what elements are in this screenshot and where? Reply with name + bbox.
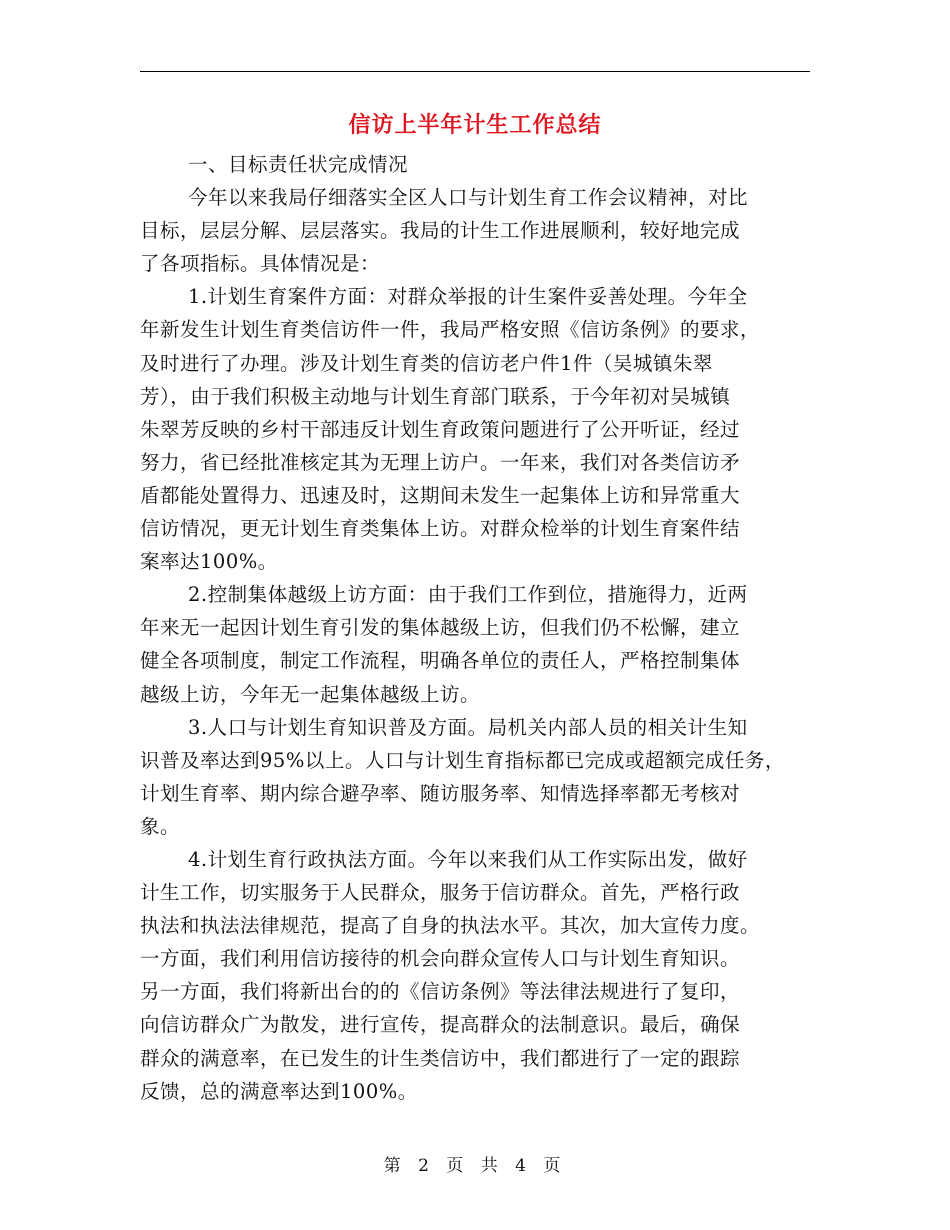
text-line: 群众的满意率，在已发生的计生类信访中，我们都进行了一定的跟踪 [140,1046,741,1070]
text-line: 今年以来我局仔细落实全区人口与计划生育工作会议精神，对比 [188,186,749,210]
text-line: 计生工作，切实服务于人民群众，服务于信访群众。首先，严格行政 [140,881,741,905]
text-line: 芳），由于我们积极主动地与计划生育部门联系，于今年初对吴城镇 [140,384,731,408]
text-line: 2.控制集体越级上访方面：由于我们工作到位，措施得力，近两 [188,583,748,607]
text-line: 一、目标责任状完成情况 [188,153,409,176]
text-line: 盾都能处置得力、迅速及时，这期间未发生一起集体上访和异常重大 [140,483,741,507]
header-rule [140,71,810,72]
text-line: 反馈，总的满意率达到100%。 [140,1079,418,1103]
text-line: 一方面，我们利用信访接待的机会向群众宣传人口与计划生育知识。 [140,947,741,971]
text-line: 案率达100%。 [140,550,278,574]
text-line: 目标，层层分解、层层落实。我局的计生工作进展顺利，较好地完成 [140,219,741,243]
text-line: 1.计划生育案件方面：对群众举报的计生案件妥善处理。今年全 [188,285,748,309]
text-line: 信访情况，更无计划生育类集体上访。对群众检举的计划生育案件结 [140,517,741,541]
text-line: 4.计划生育行政执法方面。今年以来我们从工作实际出发，做好 [188,847,748,871]
text-line: 年新发生计划生育类信访件一件，我局严格安照《信访条例》的要求， [140,318,761,342]
text-line: 象。 [140,814,181,838]
document-body [140,148,820,1108]
page-footer: 第 2 页 共 4 页 [383,1156,567,1176]
text-line: 识普及率达到95%以上。人口与计划生育指标都已完成或超额完成任务， [140,748,785,772]
text-line: 执法和执法法律规范，提高了自身的执法水平。其次，加大宣传力度。 [140,914,761,938]
text-line: 另一方面，我们将新出台的的《信访条例》等法律法规进行了复印， [140,980,741,1004]
text-line: 努力，省已经批准核定其为无理上访户。一年来，我们对各类信访矛 [140,450,741,474]
text-line: 向信访群众广为散发，进行宣传，提高群众的法制意识。最后，确保 [140,1013,741,1037]
text-line: 朱翠芳反映的乡村干部违反计划生育政策问题进行了公开听证，经过 [140,417,741,441]
text-line: 了各项指标。具体情况是： [140,252,381,276]
text-line: 3.人口与计划生育知识普及方面。局机关内部人员的相关计生知 [188,715,748,739]
text-line: 健全各项制度，制定工作流程，明确各单位的责任人，严格控制集体 [140,649,741,673]
document-title: 信访上半年计生工作总结 [348,113,602,138]
text-line: 计划生育率、期内综合避孕率、随访服务率、知情选择率都无考核对 [140,781,741,805]
text-line: 及时进行了办理。涉及计划生育类的信访老户件1件（吴城镇朱翠 [140,351,713,375]
text-line: 年来无一起因计划生育引发的集体越级上访，但我们仍不松懈，建立 [140,616,741,640]
text-line: 越级上访，今年无一起集体越级上访。 [140,682,481,706]
